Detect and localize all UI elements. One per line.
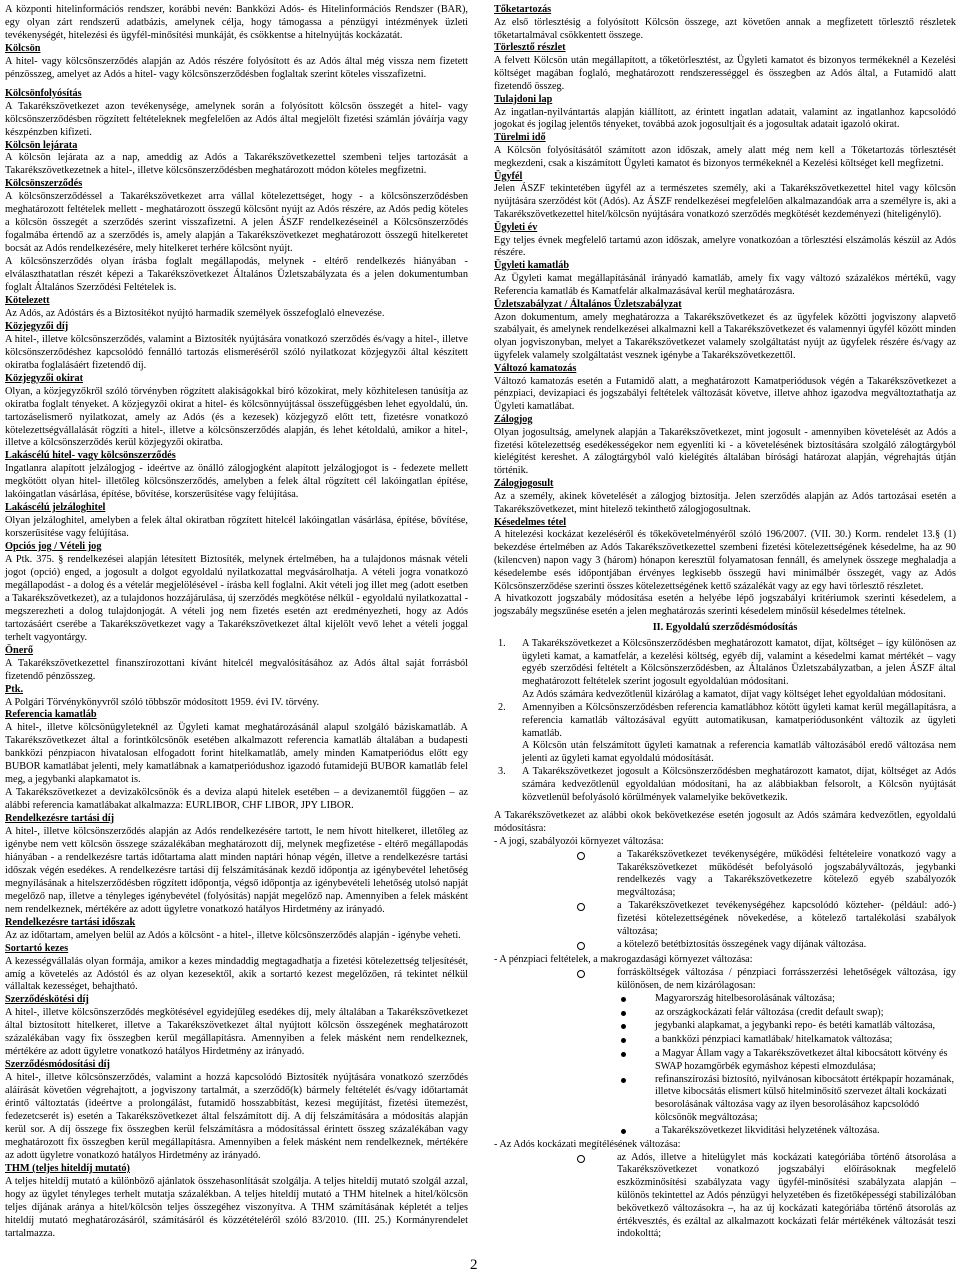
item-text: a Takarékszövetkezet tevékenységéhez kapcsolódó közteher- (például: adó-) fizetési kötelezettségének növekedése, a kötelező tartalékolási szabályok változása; (617, 900, 956, 937)
item-text: forrásköltségek változása / pénzpiaci forrásszerzési lehetőségek változása, így különösen, de nem kizárólagosan: (617, 967, 956, 991)
bullet-list-item (494, 1007, 956, 1021)
paragraph: A kölcsönszerződéssel a Takarékszövetkezet arra vállal kötelezettséget, hogy - a kölcsönszerződésben meghatározott feltételek mellett - meghatározott összegű kölcsönt nyújt az Adós részére, az Adós pedig köteles a kölcsön összegét a szerződés szerint visszafizetni. A jelen ÁSZF rendelkezéseinél a Kölcsönszerződés fogalmába értendő az a szerződés is, amely alapján a Takarékszövetkezet meghatározott összegű hitelkeretet bocsát az Adós rendelkezésére, mely hitelkeret terhére kölcsönt nyújt. (5, 191, 468, 255)
bullet-icon (621, 993, 655, 1007)
term-heading: Zálogjog (494, 414, 533, 425)
paragraph: Az a személy, akinek követelését a zálogjog biztosítja. Jelen szerződés alapján az Adós tartozásai esetén a Takarékszövetkezet, mint hitelező tekinthető zálogjogosultnak. (494, 490, 956, 515)
term-heading: Tőketartozás (494, 4, 552, 15)
paragraph: - A jogi, szabályozói környezet változása: (494, 836, 664, 847)
item-number: 3. (498, 765, 506, 777)
circle-bullet-icon (577, 939, 617, 955)
paragraph: Az Adós, az Adóstárs és a Biztosítékot nyújtó harmadik személyek összefoglaló elnevezése. (5, 307, 385, 319)
paragraph: A Takarékszövetkezettel finanszírozottani kívánt hitelcél megvalósításához az Adós által saját forrásból fizetendő pénzösszeg. (5, 657, 468, 682)
bullet-list-item (494, 1020, 956, 1034)
paragraph: - Az Adós kockázati megítélésének változása: (494, 1138, 681, 1150)
section-heading: II. Egyoldalú szerződésmódosítás (652, 622, 798, 633)
term-heading: Sortartó kezes (5, 942, 69, 954)
circle-icon (577, 1155, 585, 1163)
dot-icon (621, 1052, 626, 1057)
term-heading: Rendelkezésre tartási díj (5, 813, 115, 825)
term-heading: Szerződéskötési díj (5, 994, 89, 1006)
dot-icon (621, 1011, 626, 1016)
term-heading: Ügyleti kamatláb (494, 260, 569, 272)
numbered-item (494, 638, 956, 689)
paragraph: Az első törlesztésig a folyósított Kölcsön összege, azt követően annak a megfizetett törlesztő részletek tőketartalmával csökkentett összege. (494, 16, 956, 41)
circle-list-item (494, 939, 956, 955)
dot-icon (621, 1078, 626, 1083)
item-text: a Takarékszövetkezet likviditási helyzetének változása. (655, 1124, 880, 1136)
term-heading: Kötelezett (5, 294, 50, 306)
paragraph: Ingatlanra alapított jelzálogjog - ideértve az önálló zálogjogként alapított jelzálogjogot is - fedezete mellett megkötött olyan hitel- illetőleg kölcsönszerződés, amelyben a felek által rögzített cél lakóingatlan építése, lakóingatlan vásárlása, építése, bővítése, korszerűsítése vagy felújítása. (5, 463, 468, 501)
term-heading: Önerő (5, 644, 34, 656)
paragraph: A teljes hiteldíj mutató a különböző ajánlatok összehasonlítását szolgálja. A teljes hiteldíj mutató szolgál azzal, hogy az ügylet tényleges terhelt mutatja százalékban. A teljes hiteldíj mutató a THM hitelnek a hitel/kölcsön teljes díjának aránya a hitel/kölcsön teljes összegéhez viszonyítva. A THM számításának képletét a teljes hiteldíj mutató meghatározásáról, számításáról és közzétételéről szóló 83/2010. (III. 25.) Kormányrendelet tartalmazza. (5, 1175, 468, 1239)
paragraph: A felvett Kölcsön után megállapított, a tőketörlesztést, az Ügyleti kamatot és bizonyos termékeknél a Kezelési költséget magában foglaló, meghatározott rendszerességgel és összegben az Adós által, a Futamidő alatt fizetendő összeg. (494, 55, 956, 92)
term-heading: Lakáscélú hitel- vagy kölcsönszerződés (5, 450, 176, 462)
term-heading: Törlesztő részlet (494, 42, 566, 54)
item-text: az országkockázati felár változása (credit default swap); (655, 1006, 884, 1018)
bullet-list-item (494, 1125, 956, 1139)
page-number: 2 (470, 1257, 478, 1273)
left-column (5, 4, 468, 1241)
numbered-item-continuation (494, 740, 956, 766)
bullet-icon (621, 1125, 655, 1139)
term-heading: THM (teljes hiteldíj mutató) (5, 1162, 130, 1174)
paragraph: Az ingatlan-nyilvántartás alapján kiállított, az érintett ingatlan adatait, valamint az ingatlanhoz kapcsolódó jogokat és jogilag jelentős tényeket, továbbá azok jogosultjait és a jogosultak adatait igazoló okirat. (494, 106, 956, 131)
paragraph: Olyan jelzáloghitel, amelyben a felek által okiratban rögzített hitelcél lakóingatlan vásárlása, építése, bővítése, korszerűsítése vagy felújítása. (5, 515, 468, 540)
item-text: a Magyar Állam vagy a Takarékszövetkezet által kibocsátott kötvény és SWAP hozamgörbék egymáshoz képesti elmozdulása; (655, 1048, 948, 1072)
bullet-list-item (494, 1048, 956, 1074)
term-heading: Ptk. (5, 683, 24, 695)
item-number: 1. (498, 637, 506, 649)
term-heading: Lakáscélú jelzáloghitel (5, 502, 106, 514)
circle-icon (577, 970, 585, 978)
item-text: Magyarország hitelbesorolásának változása; (655, 992, 835, 1004)
paragraph: Olyan, a közjegyzőkről szóló törvényben rögzített alakiságokkal bíró közokirat, mely közhitelesen tanúsítja az okiratba foglalt tényeket. A közjegyzői okirat a hitel- és kölcsönnyújtással összefüggésben lehet egyoldalú, ún. tartozáselismerő nyilatkozat, amely az Adós (és a kezesek) közjegyző előtt tett, fizetésre vonatkozó kötelezettségvállalását rögzíti a hitel-, illetve a kölcsönszerződés alapján, és lehet kétoldalú, amikor a hitel-, illetve a kölcsönszerződés kerül közjegyzői okiratba. (5, 385, 468, 449)
paragraph: A Kölcsön folyósításától számított azon időszak, amely alatt még nem kell a Tőketartozás törlesztését megkezdeni, csak a kiszámított Ügyleti kamatot és bizonyos termékeknél a Kezelési költséget kell megfizetni. (494, 144, 956, 169)
circle-icon (577, 903, 585, 911)
paragraph: Az az időtartam, amelyen belül az Adós a kölcsönt - a hitel-, illetve kölcsönszerződés alapján - igénybe veheti. (5, 929, 461, 941)
item-text: az Adós, illetve a hitelügylet más kockázati kategóriába történő átsorolása a Takarékszövetkezet vonatkozó jogszabályi előírásoknak megfelelő eszközminősítési szabályzata vagy ügyfél-minősítési szabályzata alapján – különös tekintettel az Adós pénzügyi helyzetében és fizetőképességi stabilizálóban bekövetkező változásokra –, ha az új kockázati kategóriába történő átsorolás az értékvesztés, és ezáltal az alkalmazott kockázati felár mértékének változását teszi indokolttá; (617, 1151, 956, 1240)
dot-icon (621, 997, 626, 1002)
paragraph: A Takarékszövetkezet azon tevékenysége, amelynek során a folyósított kölcsön összegét a hitel- vagy kölcsönszerződésben rögzített feltételeknek megfelelően az Adós által megjelölt fizetési számlán jóváírja vagy készpénzben kifizeti. (5, 100, 468, 138)
item-text: Az Adós számára kedvezőtlenül kizárólag a kamatot, díjat vagy költséget lehet egyoldalúan módosítani. (522, 689, 946, 701)
numbered-item (494, 702, 956, 740)
term-heading: Opciós jog / Vételi jog (5, 541, 102, 553)
bullet-icon (621, 1034, 655, 1048)
circle-list-item (494, 849, 956, 900)
item-text: Amennyiben a Kölcsönszerződésben referencia kamatlábhoz kötött ügyleti kamat kerül megállapításra, a referencia kamatláb változásával együtt automatikusan, kamatperiódusonként változik az ügyleti kamatláb. (522, 701, 956, 739)
paragraph: A Polgári Törvénykönyvről szóló többször módosított 1959. évi IV. törvény. (5, 696, 320, 708)
term-heading: Rendelkezésre tartási időszak (5, 916, 136, 928)
term-heading: Zálogjogosult (494, 478, 554, 490)
paragraph: A hitel-, illetve kölcsönszerződés megkötésével egyidejűleg esedékes díj, mely általában a Takarékszövetkezet által biztosított hitelkeret, illetve a Takarékszövetkezet által nyújtott kölcsön összegének meghatározott százalékában vagy fix összegben kerül megállapításra. Amennyiben a felek másként nem rendelkeznek, mértékére az adott ügyletre vonatkozó hatályos Hirdetmény az irányadó. (5, 1007, 468, 1058)
item-text: refinanszírozási biztosító, nyilvánosan kibocsátott értékpapír hozamának, illetve kibocsátás elismert külső hitelminősítő szervezet általi kockázati besorolásának változása vagy az ilyen besorolásához kapcsolódó kölcsönök megváltozása; (655, 1073, 955, 1124)
paragraph: A kölcsönszerződés olyan írásba foglalt megállapodás, melynek - eltérő rendelkezés hiányában - elválaszthatatlan részét képezi a Takarékszövetkezet Általános Üzletszabályzata és a jelen dokumentumban foglalt Általános Szerződési Feltételek is. (5, 256, 468, 294)
indent (494, 740, 522, 766)
term-heading: Tulajdoni lap (494, 93, 553, 105)
item-text: A Takarékszövetkezet jogosult a Kölcsönszerződésben meghatározott kamatot, díjat, költséget az Adós számára kedvezőtlenül egyoldalúan módosítani, ha az alábbiakban felsorolt, a Kölcsön nyújtását közvetlenül befolyásoló körülmények valamelyike bekövetkezik. (522, 765, 956, 803)
paragraph: A hitel-, illetve kölcsönügyleteknél az Ügyleti kamat meghatározásánál alapul szolgáló báziskamatláb. A Takarékszövetkezet által a forintkölcsönök esetében alkalmazott referencia kamatláb általában a budapesti bankközi pénzpiacon hivatalosan elfogadott forint hitelkamatláb, amely minden Kamatperiódus előtt egy BUBOR kamatlábat jelenti, mely kamatlábnak a kamatperiódushoz igazodó futamidejű BUBOR kamatláb felel meg, a jegybanki alapkamatot is. (5, 722, 468, 786)
term-heading: Változó kamatozás (494, 362, 577, 374)
item-number: 2. (498, 701, 506, 713)
circle-bullet-icon (577, 967, 617, 993)
paragraph: - A pénzpiaci feltételek, a makrogazdasági környezet változása: (494, 954, 753, 966)
term-heading: Ügyfél (494, 170, 523, 182)
paragraph: A hitelezési kockázat kezeléséről és tőkekövetelményéről szóló 196/2007. (VII. 30.) Korm. rendelet 13.§ (1) bekezdése értelmében az Adós Takarékszövetkezettel szembeni fizetési kötelezettségének késedelme, ha az 90 (kilencven) napon vagy 3 (három) hónapon keresztül folyamatosan fennáll, és amelynek összege meghaladja a késedelembe esés időpontjában érvényes legkisebb összegű havi minimálbér összegét, vagy az Adós Kölcsönszerződése szerinti összes kötelezettségének kettő százalékát vagy az egy havi törlesztő részletet. (494, 529, 956, 592)
right-column (494, 4, 956, 1241)
circle-bullet-icon (577, 900, 617, 938)
bullet-list-item (494, 1074, 956, 1125)
circle-list-item (494, 967, 956, 993)
paragraph: A hitel- vagy kölcsönszerződés alapján az Adós részére folyósított és az Adós által még vissza nem fizetett pénzösszeg, amelyet az Adós a hitel- vagy kölcsönszerződésben foglaltak szerint köteles visszafizetni. (5, 55, 468, 80)
term-heading: Kölcsön lejárata (5, 139, 78, 151)
paragraph: Olyan jogosultság, amelynek alapján a Takarékszövetkezet, mint jogosult - amennyiben követelését az Adós a fizetési kötelezettség esedékességekor nem egyenlíti ki - a követelésének biztosítására szolgáló zálogtárgyból kielégítést kereshet. A zálogtárgyból való kielégítés általában bírósági határozat alapján, végrehajtás útján történik. (494, 426, 956, 477)
term-heading: Késedelmes tétel (494, 516, 567, 528)
dot-icon (621, 1129, 626, 1134)
paragraph: Az Ügyleti kamat megállapításánál irányadó kamatláb, amely fix vagy változó százalékos mértékű, vagy Referencia kamatláb és Kamatfelár alkalmazásával kerül meghatározásra. (494, 273, 956, 297)
paragraph: A hitel-, illetve kölcsönszerződés, valamint a hozzá kapcsolódó Biztosíték nyújtására vonatkozó szerződés aláírását követően végrehajtott, a jogviszony tartalmát, a szerződő(k) bármely feltételét és/vagy időtartamát érintő változtatás (ideértve a prolongálást, futamidő hosszabbítást, kezesi megújítást, fizetési ütemezést, fedezetcserét is) esetén a Takarékszövetkezet által felszámított díj. A díj felszámítására a módosítás alapján kerül sor. A díj összege fix összegben kerül felszámításra a módosítással érintett összeg százalékában vagy meghatározott fix összegben kerül megállapításra. Amennyiben a felek másként nem rendelkeznek, mértékére az adott ügyletre vonatkozó hatályos Hirdetmény az irányadó. (5, 1072, 468, 1161)
numbered-item (494, 766, 956, 804)
circle-bullet-icon (577, 1152, 617, 1242)
paragraph: Azon dokumentum, amely meghatározza a Takarékszövetkezet és az ügyfelek közötti jogviszony alapvető szabályait, és amelynek rendelkezései alkalmazni kell a Takarékszövetkezet és valamennyi ügyfél között minden olyan jogviszonyban, melyet a Takarékszövetkezet valamely szolgáltatást nyújt az ügyfelek részére és/vagy az ügyfelek valamely szolgáltatást vesznek igénybe a Takarékszövetkezettől. (494, 311, 956, 361)
circle-icon (577, 942, 585, 950)
numbered-item-continuation (494, 689, 956, 702)
term-heading: Kölcsönfolyósítás (5, 87, 82, 99)
paragraph: A hitel-, illetve kölcsönszerződés alapján az Adós rendelkezésére tartott, le nem hívott hitelkeret, illetőleg az igénybe nem vett kölcsön összege százalékában meghatározott díj, melynek megfizetése - eltérő megállapodás hiányában - a rendelkezésre tartás időtartama alatt minden naptári hónap végén, illetve a rendelkezésre tartási időszak végén esedékes. A rendelkezésre tartási díj felszámításának kezdő időpontja az igénybevétel lehetőség megnyílásának a hitelszerződésben rögzített időpontja, végső időpontja az igénybevételi lehetőség utolsó napját megelőző nap, illetve a tényleges igénybevétel (folyósítás) napját megelőző nap. Amennyiben a felek másként nem rendelkeznek, mértékére az adott ügyletre vonatkozó hatályos Hirdetmény az irányadó. (5, 826, 468, 915)
dot-icon (621, 1038, 626, 1043)
bullet-icon (621, 1048, 655, 1074)
paragraph: A Takarékszövetkezet a devizakölcsönök és a deviza alapú hitelek esetében – a devizanemtől függően – az alábbi referencia kamatlábakat alkalmazza: EURLIBOR, CHF LIBOR, JPY LIBOR. (5, 787, 468, 812)
term-heading: Referencia kamatláb (5, 709, 97, 721)
paragraph: Jelen ÁSZF tekintetében ügyfél az a természetes személy, aki a Takarékszövetkezettel hitel vagy kölcsön nyújtására szerződést köt (Adós). Az ÁSZF rendelkezései megfelelően alkalmazandóak arra a személyre is, aki a Takarékszövetkezettel hitel/kölcsön nyújtására vonatkozó szerződés megkötését kezdeményezi (hiteligénylő). (494, 183, 956, 220)
bullet-list-item (494, 993, 956, 1007)
paragraph: A Takarékszövetkezet az alábbi okok bekövetkezése esetén jogosult az Adós számára kedvezőtlen, egyoldalú módosításra: (494, 810, 956, 835)
bullet-icon (621, 1074, 655, 1125)
paragraph: A központi hitelinformációs rendszer, korábbi nevén: Bankközi Adós- és Hitelinformációs Rendszer (BAR), egy olyan zárt rendszerű adatbázis, amelynek célja, hogy támogassa a pénzügyi intézmények üzleti tevékenységét, hitelezési és ügyfél-minősítési munkáját, és csökkentse a hitelnyújtás kockázatát. (5, 4, 468, 41)
term-heading: Üzletszabályzat / Általános Üzletszabályzat (494, 298, 682, 310)
paragraph: Egy teljes évnek megfelelő tartamú azon időszak, amelyre vonatkozóan a törlesztési elszámolás készül az Adós részére. (494, 234, 956, 259)
term-heading: Közjegyzői okirat (5, 372, 84, 384)
circle-list-item (494, 900, 956, 938)
circle-icon (577, 852, 585, 860)
bullet-icon (621, 1020, 655, 1034)
paragraph: Változó kamatozás esetén a Futamidő alatt, a meghatározott Kamatperiódusok végén a Takarékszövetkezet a pénzpiaci, devizapiaci és jogszabályi feltételek változását követve, illetve ahhoz igazodva megváltoztathatja az Ügyleti kamatlábat. (494, 375, 956, 413)
bullet-icon (621, 1007, 655, 1021)
item-text: A Takarékszövetkezet a Kölcsönszerződésben meghatározott kamatot, díjat, költséget – így különösen az ügyleti kamat, a kamatfelár, a kezelési költség, egyéb díj, valamint a késedelmi kamat mértékét – vagy egyéb szerződési feltételt a Kölcsönszerződésben, az Általános Üzletszabályzatban, a jelen ÁSZF által meghatározott feltételek szerint jogosult egyoldalúan módosítani. (522, 637, 956, 688)
bullet-list-item (494, 1034, 956, 1048)
item-text: A Kölcsön után felszámított ügyleti kamatnak a referencia kamatláb változásából eredő változása nem jelenti az ügyleti kamat egyoldalú módosítását. (522, 740, 956, 765)
item-text: a Takarékszövetkezet tevékenységére, működési feltételeire vonatkozó vagy a Takarékszövetkezet működését befolyásoló jogszabályváltozás, jegybanki rendelkezés vagy a Takarékszövetkezetre kötelező egyéb szabályozók megváltozása; (617, 848, 956, 899)
paragraph: A hivatkozott jogszabály módosítása esetén a helyébe lépő jogszabályi kritériumok szerinti késedelem, a jogszabály megszűnése esetén a jelen meghatározás szerinti késedelem minősül késedelmes tételnek. (494, 593, 956, 618)
item-text: a kötelező betétbiztosítás összegének vagy díjának változása. (617, 938, 867, 950)
term-heading: Kölcsön (5, 42, 41, 54)
circle-list-item (494, 1152, 956, 1242)
paragraph: A Ptk. 375. § rendelkezései alapján létesített Biztosíték, melynek értelmében, ha a tulajdonos másnak vételi jogot (opció) enged, a jogosult a dolgot egyoldalú nyilatkozattal megvásárolhatja. A vételi jogra vonatkozó megállapodást - a dolog és a vételár megjelölésével - írásba kell foglalni. Akit vételi jog illet meg (adott esetben a Takarékszövetkezet), az a tulajdonos hozzájárulása, új szerződés megkötése nélkül - egyoldalú nyilatkozattal - megszerezheti a dolog tulajdonjogát. A vételi jog nem fizetés esetén azt eredményezheti, hogy az Adós tartozásáért cserébe a Takarékszövetkezet vagy a Takarékszövetkezet által kijelölt vevő lehet a vételi joggal terhelt vagyontárgy. (5, 554, 468, 643)
dot-icon (621, 1024, 626, 1029)
indent (494, 689, 522, 702)
item-text: jegybanki alapkamat, a jegybanki repo- és betéti kamatláb változása, (655, 1020, 936, 1032)
paragraph: A kezességvállalás olyan formája, amikor a kezes mindaddig megtagadhatja a fizetési kötelezettség teljesítését, amíg a követelés az Adóstól és az olyan kezesektől, akik a sortartó kezest megelőzően, rá tekintet nélkül vállaltak kezességet, behajtható. (5, 955, 468, 993)
term-heading: Ügyleti év (494, 221, 538, 233)
term-heading: Szerződésmódosítási díj (5, 1059, 110, 1071)
item-text: a bankközi pénzpiaci kamatlábak/ hitelkamatok változása; (655, 1034, 893, 1046)
term-heading: Türelmi idő (494, 132, 546, 144)
paragraph: A kölcsön lejárata az a nap, ameddig az Adós a Takarékszövetkezettel szembeni teljes tartozását a Takarékszövetkezetnek a hitel-, illetve kölcsönszerződésben meghatározott módon köteles megfizetni. (5, 152, 468, 177)
term-heading: Kölcsönszerződés (5, 178, 83, 190)
circle-bullet-icon (577, 849, 617, 900)
paragraph: A hitel-, illetve kölcsönszerződés, valamint a Biztosíték nyújtására vonatkozó szerződés és/vagy a hitel-, illetve kölcsönszerződéshez kapcsolódó fennálló tartozás elismeréséről szóló nyilatkozat közjegyzői által készített okiratba foglalásáért fizetendő díj. (5, 333, 468, 371)
term-heading: Közjegyzői díj (5, 320, 69, 332)
